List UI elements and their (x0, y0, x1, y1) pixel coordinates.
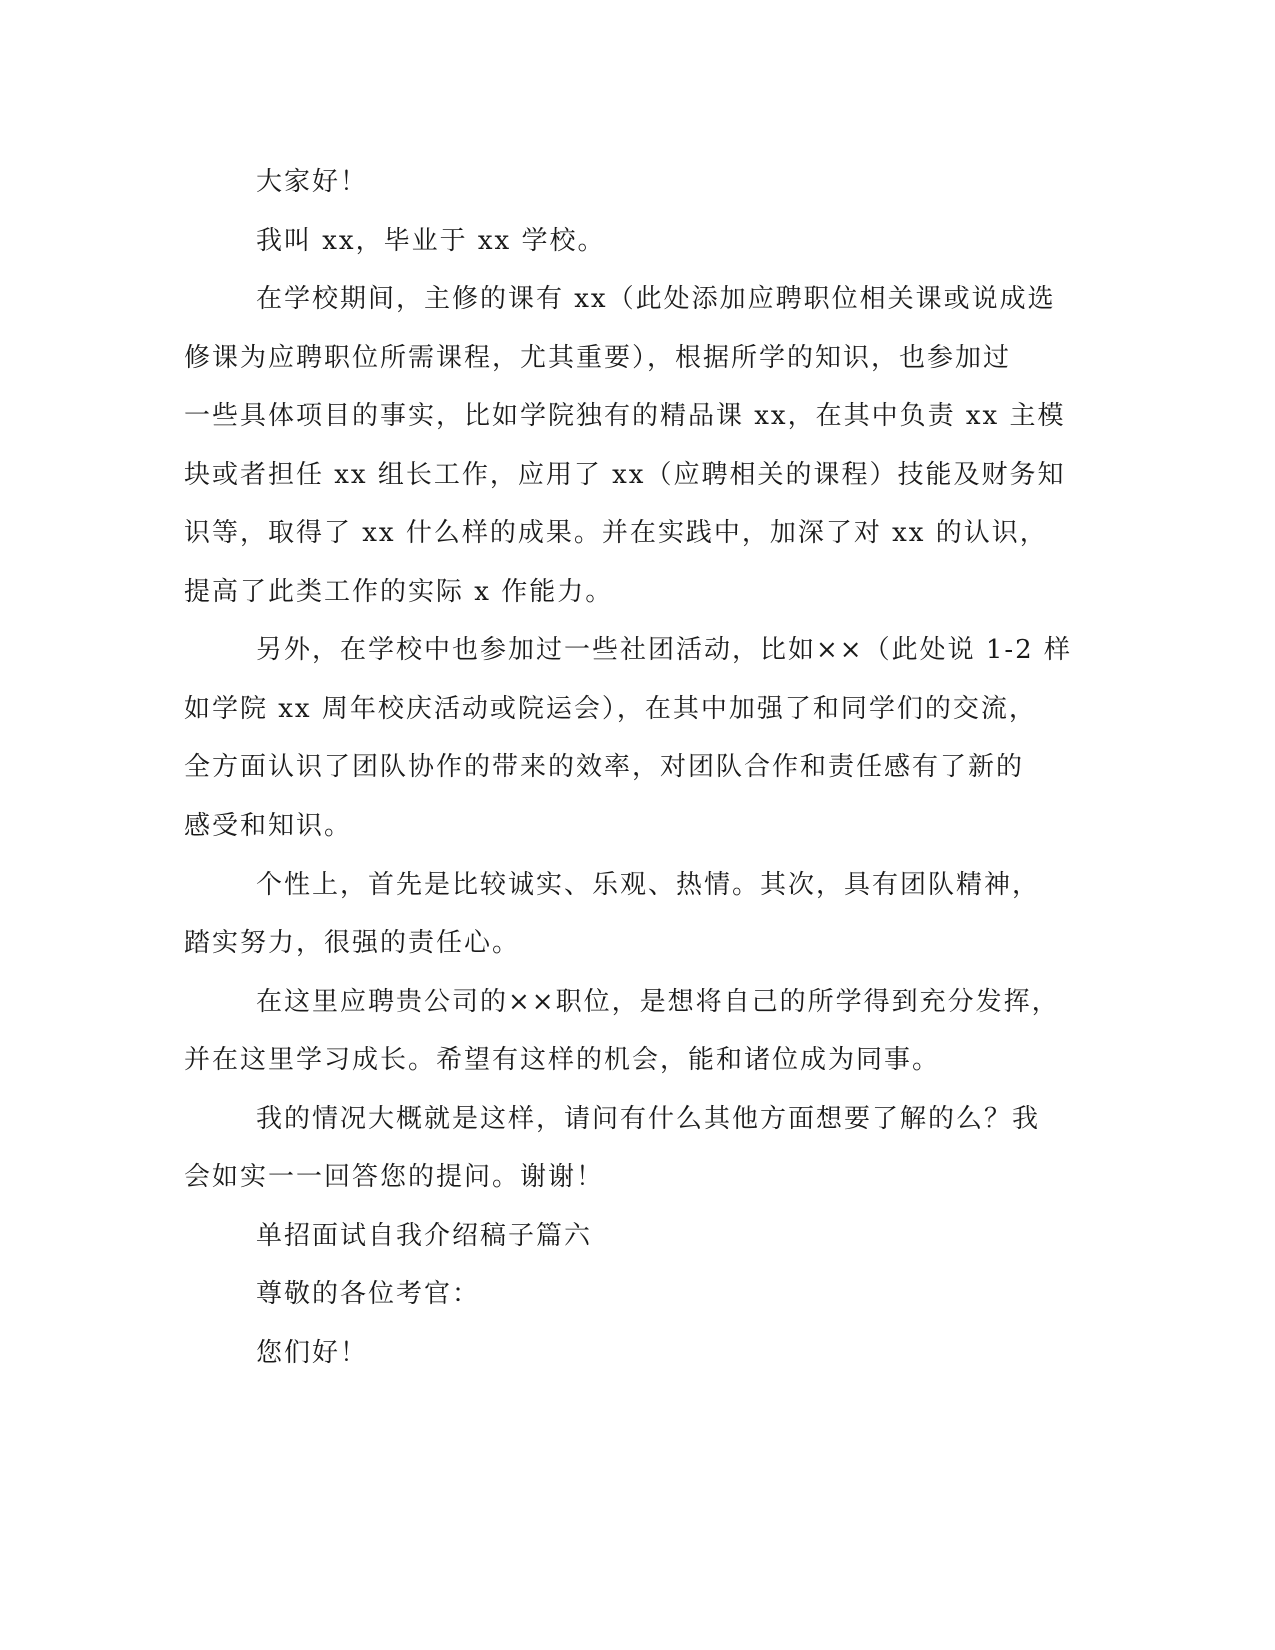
section-heading: 单招面试自我介绍稿子篇六 (256, 1221, 593, 1251)
paragraph-line: 我的情况大概就是这样，请问有什么其他方面想要了解的么？我 (256, 1104, 1041, 1134)
greeting-line: 您们好！ (256, 1338, 369, 1368)
paragraph-line: 会如实一一回答您的提问。谢谢！ (184, 1162, 605, 1192)
paragraph-line: 个性上，首先是比较诚实、乐观、热情。其次，具有团队精神， (256, 870, 1041, 900)
paragraph-line: 全方面认识了团队协作的带来的效率，对团队合作和责任感有了新的 (184, 752, 1025, 782)
paragraph-line: 识等，取得了 xx 什么样的成果。并在实践中，加深了对 xx 的认识， (184, 518, 1048, 548)
salutation-line: 尊敬的各位考官： (256, 1279, 481, 1309)
paragraph-line: 在这里应聘贵公司的××职位，是想将自己的所学得到充分发挥， (256, 987, 1060, 1017)
paragraph-line: 如学院 xx 周年校庆活动或院运会），在其中加强了和同学们的交流， (184, 694, 1037, 724)
paragraph-line: 感受和知识。 (184, 811, 353, 841)
paragraph-line: 块或者担任 xx 组长工作，应用了 xx（应聘相关的课程）技能及财务知 (184, 460, 1066, 490)
greeting-line: 大家好！ (256, 167, 369, 197)
paragraph-line: 一些具体项目的事实，比如学院独有的精品课 xx，在其中负责 xx 主模 (184, 401, 1066, 431)
paragraph-line: 另外，在学校中也参加过一些社团活动，比如××（此处说 1-2 样 (256, 635, 1072, 665)
paragraph-line: 修课为应聘职位所需课程，尤其重要），根据所学的知识，也参加过 (184, 343, 1012, 373)
intro-line: 我叫 xx，毕业于 xx 学校。 (256, 226, 606, 256)
paragraph-line: 提高了此类工作的实际 x 作能力。 (184, 577, 614, 607)
paragraph-line: 并在这里学习成长。希望有这样的机会，能和诸位成为同事。 (184, 1045, 941, 1075)
paragraph-line: 踏实努力，很强的责任心。 (184, 928, 521, 958)
paragraph-line: 在学校期间，主修的课有 xx（此处添加应聘职位相关课或说成选 (256, 284, 1056, 314)
